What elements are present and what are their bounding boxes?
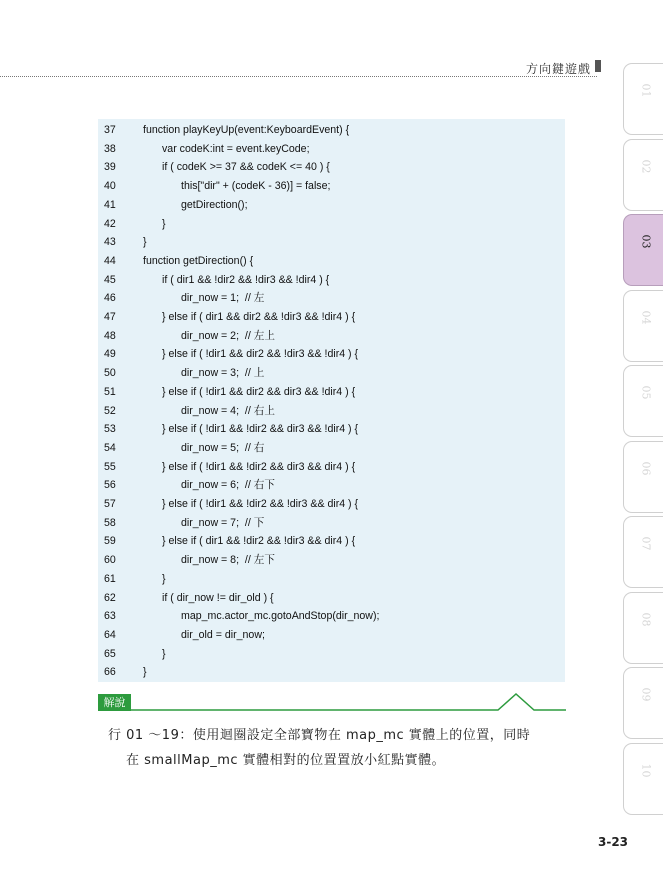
chapter-tab-07[interactable] (623, 516, 663, 588)
line-number: 49 (104, 348, 116, 361)
chapter-tab-label: 06 (639, 461, 653, 475)
code-text: dir_now = 2; // 左上 (181, 329, 275, 342)
code-text: function getDirection() { (143, 254, 254, 267)
code-text: } else if ( dir1 && dir2 && !dir3 && !dir4 ) { (162, 311, 356, 323)
line-number: 38 (104, 142, 116, 155)
line-number: 59 (104, 535, 116, 548)
code-text: } else if ( !dir1 && dir2 && !dir3 && !dir4 ) { (162, 348, 359, 361)
chapter-tab-01[interactable] (623, 63, 663, 135)
line-number: 42 (104, 217, 116, 230)
chapter-tab-label: 01 (639, 83, 653, 98)
explanation-line-1: 行 01 ～19：使用迴圈設定全部寶物在 map_mc 實體上的位置，同時 (108, 728, 531, 743)
chapter-tab-06[interactable] (623, 441, 663, 513)
line-number: 39 (104, 161, 116, 174)
chapter-tab-label: 07 (639, 536, 653, 551)
line-number: 45 (104, 273, 116, 286)
chapter-tab-label: 08 (639, 612, 653, 626)
code-text: } (162, 217, 166, 230)
code-text: dir_now = 5; // 右 (181, 441, 265, 454)
chapter-tab-label: 10 (639, 763, 653, 777)
code-text: } else if ( !dir1 && !dir2 && dir3 && dir4 ) { (162, 460, 356, 473)
code-text: dir_old = dir_now; (181, 628, 265, 641)
chapter-tab-04[interactable] (623, 290, 663, 362)
code-text: getDirection(); (181, 198, 248, 211)
code-text: } (162, 572, 166, 585)
chapter-title: 方向鍵遊戲 (525, 62, 591, 76)
code-text: } else if ( !dir1 && !dir2 && !dir3 && dir4 ) { (162, 498, 359, 510)
chapter-tab-05[interactable] (623, 365, 663, 437)
code-text: } else if ( !dir1 && !dir2 && dir3 && !dir4 ) { (162, 423, 359, 436)
line-number: 57 (104, 498, 116, 510)
header-marker (595, 60, 601, 72)
line-number: 43 (104, 236, 116, 249)
section-rule-icon (130, 690, 566, 714)
line-number: 54 (104, 441, 116, 454)
chapter-tab-label: 03 (639, 234, 653, 249)
chapter-tab-10[interactable] (623, 743, 663, 815)
code-text: } (143, 666, 147, 679)
header-divider (0, 76, 597, 77)
line-number: 66 (104, 666, 116, 679)
section-label: 解說 (98, 694, 131, 711)
code-text: this["dir" + (codeK - 36)] = false; (181, 180, 331, 193)
code-text: if ( codeK >= 37 && codeK <= 40 ) { (162, 161, 330, 174)
chapter-tab-08[interactable] (623, 592, 663, 664)
line-number: 63 (104, 610, 116, 623)
chapter-tab-label: 04 (639, 310, 653, 324)
line-number: 41 (104, 198, 116, 211)
line-number: 56 (104, 479, 116, 492)
code-text: } else if ( !dir1 && dir2 && dir3 && !dir4 ) { (162, 385, 356, 398)
chapter-tab-label: 02 (639, 159, 653, 173)
explanation-line-2: 在 smallMap_mc 實體相對的位置置放小紅點實體。 (126, 753, 446, 768)
code-text: dir_now = 4; // 右上 (181, 404, 275, 417)
chapter-tab-label: 05 (639, 385, 653, 400)
line-number: 48 (104, 329, 116, 342)
code-text: var codeK:int = event.keyCode; (162, 142, 310, 155)
code-text: dir_now = 8; // 左下 (181, 554, 275, 567)
line-number: 51 (104, 385, 116, 398)
code-text: dir_now = 3; // 上 (181, 367, 265, 380)
chapter-tab-03[interactable] (623, 214, 663, 286)
code-text: } (162, 647, 166, 660)
line-number: 65 (104, 647, 116, 660)
code-text: dir_now = 1; // 左 (181, 292, 265, 305)
code-text: if ( dir_now != dir_old ) { (162, 591, 274, 604)
line-number: 60 (104, 554, 116, 567)
line-number: 50 (104, 367, 116, 380)
code-text: if ( dir1 && !dir2 && !dir3 && !dir4 ) { (162, 273, 330, 286)
code-listing (98, 119, 565, 682)
line-number: 46 (104, 292, 116, 305)
chapter-tab-02[interactable] (623, 139, 663, 211)
code-text: map_mc.actor_mc.gotoAndStop(dir_now); (181, 610, 380, 623)
line-number: 52 (104, 404, 116, 417)
line-number: 44 (104, 254, 116, 267)
line-number: 55 (104, 460, 116, 473)
line-number: 64 (104, 628, 116, 641)
code-text: } (143, 236, 147, 249)
code-text: function playKeyUp(event:KeyboardEvent) { (143, 124, 350, 136)
line-number: 58 (104, 516, 116, 529)
code-text: } else if ( dir1 && !dir2 && !dir3 && dir4 ) { (162, 535, 356, 548)
page-number: 3-23 (598, 835, 629, 849)
chapter-tab-09[interactable] (623, 667, 663, 739)
chapter-tab-label: 09 (639, 687, 653, 702)
line-number: 37 (104, 124, 116, 136)
code-text: dir_now = 7; // 下 (181, 516, 265, 529)
line-number: 53 (104, 423, 116, 436)
line-number: 61 (104, 572, 116, 585)
line-number: 40 (104, 180, 116, 193)
line-number: 47 (104, 311, 116, 323)
code-text: dir_now = 6; // 右下 (181, 479, 275, 492)
line-number: 62 (104, 591, 116, 604)
